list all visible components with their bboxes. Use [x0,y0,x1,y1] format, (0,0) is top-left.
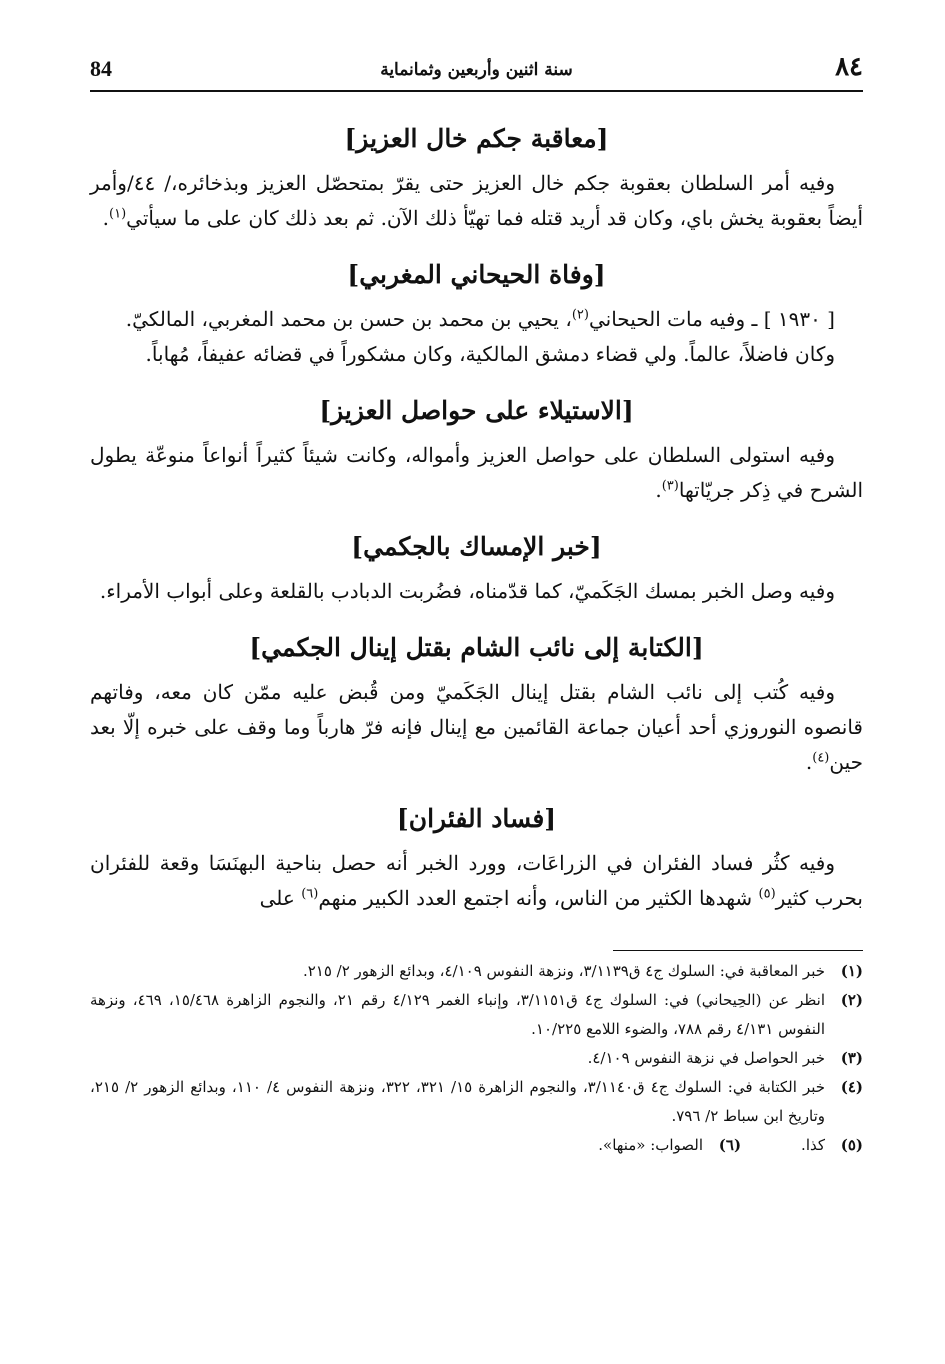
footnote-reference: (١) [109,206,127,222]
footnote-number: (٥) [840,1136,863,1154]
section-heading: [فساد الفئران] [396,804,557,833]
section-heading: [وفاة الحيحاني المغربي] [347,260,606,289]
running-title: سنة اثنين وأربعين وثمانماية [380,60,573,80]
body-paragraph [90,302,863,337]
footnote-reference: (٣) [661,478,679,494]
body-text [90,120,863,916]
paragraph-text: [ ١٩٣٠ ] ـ وفيه مات الحيحاني [588,307,835,331]
footnote-last-row [90,1131,863,1160]
footnote-text: خبر المعاقبة في: السلوك ج٤ ق٣/١١٣٩، ونزهة النفوس ٤/١٠٩، وبدائع الزهور ٢/ ٢١٥. [302,962,825,980]
footnote-text: انظر عن (الحِيحاني) في: السلوك ج٤ ق٣/١١٥١، وإنباء الغمر ٤/١٢٩ رقم ٢١، والنجوم الزاهرة ١٥/٤٦٨، ٤٦٩، ونزهة النفوس ٤/١٣١ رقم ٧٨٨، والضوء اللامع ١٠/٢٢٥. [90,991,825,1038]
footnote-number: (٦) [718,1136,742,1154]
paragraph-text: . [655,478,662,502]
section-heading: [الاستيلاء على حواصل العزيز] [319,396,634,425]
footnote-number: (١) [840,962,863,980]
paragraph-text: وفيه أمر السلطان بعقوبة جكم خال العزيز حتى يقرّ بمتحصّل العزيز وبذخائره،/ ٤٤/وأمر أيضاً بعقوبة يخش باي، وكان قد أريد قتله فما تهيّأ ذلك الآن. ثم بعد ذلك كان على ما سيأتي [90,171,863,230]
paragraph-text: وفيه كثُر فساد الفئران في الزراعَات، وورد الخبر أنه حصل بناحية البهنَسَا وقعة للفئران بحرب كثير [90,851,863,910]
footnote-number: (٤) [840,1078,863,1096]
footnote-text: خبر الحواصل في نزهة النفوس ٤/١٠٩. [587,1049,825,1067]
paragraph-text: وفيه وصل الخبر بمسك الجَكَميّ، كما قدّمناه، فضُربت الدبادب بالقلعة وعلى أبواب الأمراء. [99,579,835,603]
paragraph-text: . [805,750,813,774]
footnote-reference: (٥) [758,886,776,902]
footnote-item [801,1131,863,1160]
body-paragraph [90,438,863,508]
footnote-item [598,1131,741,1160]
paragraph-text: ، يحيي بن محمد بن حسن بن محمد المغربي، المالكيّ. [125,307,572,331]
footnote-item [90,986,863,1044]
paragraph-text: على [259,886,302,910]
page-number-latin: 84 [90,56,112,81]
body-paragraph [90,166,863,236]
footnote-item [90,957,863,986]
paragraph-text: وفيه استولى السلطان على حواصل العزيز وأمواله، وكانت شيئاً كثيراً أنواعاً منوعّة يطول الشرح في ذِكر جريّاتها [90,443,863,502]
footnote-number: (٢) [840,991,863,1009]
body-paragraph [90,846,863,916]
footnote-text: كذا. [801,1136,825,1154]
paragraph-text: شهدها الكثير من الناس، وأنه اجتمع العدد الكبير منهم [318,886,759,910]
paragraph-text: وكان فاضلاً، عالماً. ولي قضاء دمشق المالكية، وكان مشكوراً في قضائه عفيفاً، مُهاباً. [145,342,835,366]
footnote-reference: (٢) [571,307,589,323]
footnote-number: (٣) [840,1049,863,1067]
paragraph-text: وفيه كُتب إلى نائب الشام بقتل إينال الجَكَميّ ومن قُبض عليه ممّن كان معه، وفاتهم قانصوه النوروزي أحد أعيان جماعة القائمين مع إينال فإنه فرّ هارباً وما وقف على خبره إلّا بعد حين [90,680,863,774]
body-paragraph [90,574,863,609]
footnote-divider [613,950,863,951]
body-paragraph [90,337,863,372]
page-number-arabic: ٨٤ [835,52,863,82]
section-heading: [معاقبة جكم خال العزيز] [344,124,609,153]
footnote-item [90,1044,863,1073]
section-heading: [خبر الإمساك بالجكمي] [351,532,602,561]
footnote-item [90,1073,863,1131]
footnote-reference: (٦) [301,886,319,902]
footnotes [90,957,863,1160]
footnote-reference: (٤) [812,750,830,766]
body-paragraph [90,675,863,780]
running-header [90,50,863,92]
paragraph-text: . [102,206,110,230]
footnote-text: خبر الكتابة في: السلوك ج٤ ق٣/١١٤٠، والنجوم الزاهرة ١٥/ ٣٢١، ٣٢٢، ونزهة النفوس ٤/ ١١٠، وبدائع الزهور ٢/ ٢١٥، وتاريخ ابن سباط ٢/ ٧٩٦. [90,1078,826,1125]
footnote-text: الصواب: «منها». [598,1136,704,1154]
section-heading: [الكتابة إلى نائب الشام بقتل إينال الجكمي] [249,633,704,662]
